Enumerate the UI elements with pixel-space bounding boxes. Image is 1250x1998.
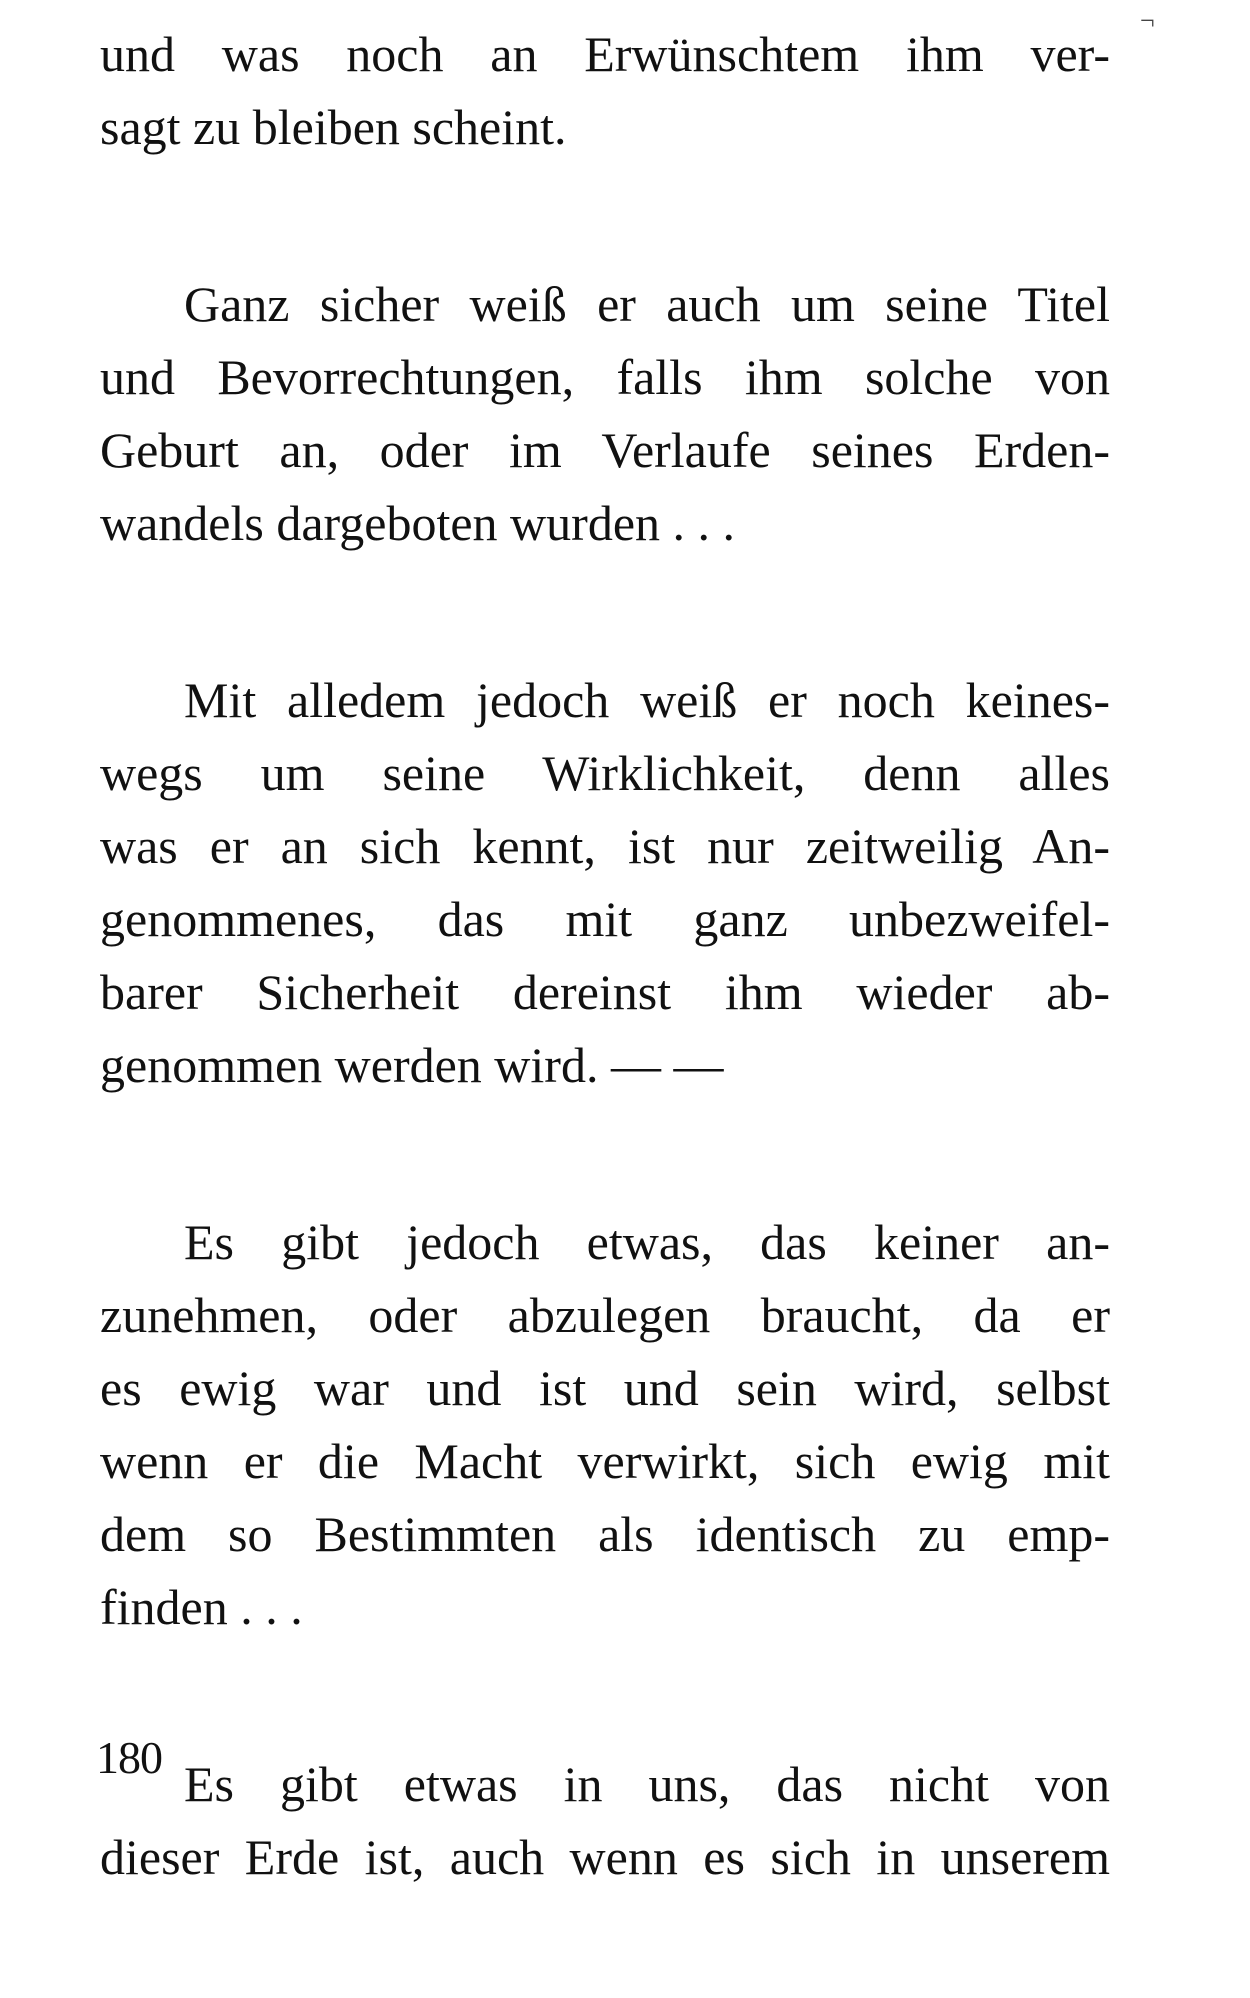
text-line: zunehmen, oder abzulegen braucht, da er [100, 1287, 1110, 1343]
text-line: wandels dargeboten wurden . . . [100, 495, 736, 551]
text-line: es ewig war und ist und sein wird, selbst [100, 1360, 1110, 1416]
paragraph-3 [100, 664, 1110, 1102]
paragraph-4 [100, 1206, 1110, 1644]
text-line: dieser Erde ist, auch wenn es sich in unserem [100, 1829, 1110, 1885]
text-line: finden . . . [100, 1579, 303, 1635]
text-line: was er an sich kennt, ist nur zeitweilig An- [100, 818, 1110, 874]
paragraph-5 [100, 1748, 1110, 1894]
text-line: wenn er die Macht verwirkt, sich ewig mit [100, 1433, 1110, 1489]
page-number: 180 [96, 1732, 162, 1783]
text-line: dem so Bestimmten als identisch zu emp- [100, 1506, 1110, 1562]
text-line: Geburt an, oder im Verlaufe seines Erden- [100, 422, 1110, 478]
text-line: Ganz sicher weiß er auch um seine Titel [184, 276, 1110, 332]
text-line: barer Sicherheit dereinst ihm wieder ab- [100, 964, 1110, 1020]
text-line: sagt zu bleiben scheint. [100, 99, 567, 155]
text-body [100, 18, 1110, 1998]
text-line: Es gibt jedoch etwas, das keiner an- [184, 1214, 1110, 1270]
text-line: genommen werden wird. — — [100, 1037, 724, 1093]
text-line: und Bevorrechtungen, falls ihm solche von [100, 349, 1110, 405]
text-line: wegs um seine Wirklichkeit, denn alles [100, 745, 1110, 801]
paragraph-2 [100, 268, 1110, 560]
text-line: genommenes, das mit ganz unbezweifel- [100, 891, 1110, 947]
text-line: und was noch an Erwünschtem ihm ver- [100, 26, 1110, 82]
text-line: Mit alledem jedoch weiß er noch keines- [184, 672, 1110, 728]
text-line: Es gibt etwas in uns, das nicht von [184, 1756, 1110, 1812]
corner-mark: ¬ [1140, 6, 1155, 35]
paragraph-1 [100, 18, 1110, 164]
